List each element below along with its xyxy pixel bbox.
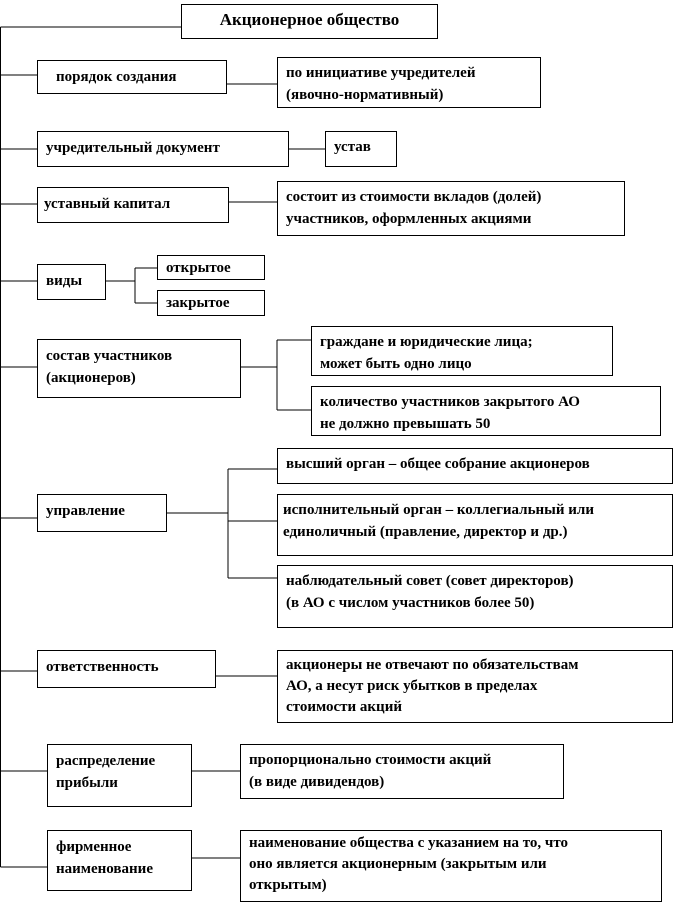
category-company-name: фирменное наименование xyxy=(47,830,192,891)
detail-charter-capital: состоит из стоимости вкладов (долей) участников, оформленных акциями xyxy=(277,181,625,236)
category-participants: состав участников (акционеров) xyxy=(37,339,241,398)
category-management: управление xyxy=(37,494,167,532)
detail-liability: акционеры не отвечают по обязательствам АО, а несут риск убытков в пределах стоимости акций xyxy=(277,650,673,723)
category-profit-distribution: распределение прибыли xyxy=(47,744,192,807)
detail-profit-distribution: пропорционально стоимости акций (в виде дивидендов) xyxy=(240,744,564,799)
category-charter-capital: уставный капитал xyxy=(37,187,229,223)
detail-type-closed: закрытое xyxy=(157,290,265,316)
diagram-title: Акционерное общество xyxy=(181,4,438,39)
category-founding-document: учредительный документ xyxy=(37,131,289,167)
detail-founding-document: устав xyxy=(325,131,397,167)
category-types: виды xyxy=(37,264,106,300)
detail-management-supreme: высший орган – общее собрание акционеров xyxy=(277,448,673,484)
detail-participants-persons: граждане и юридические лица; может быть одно лицо xyxy=(311,326,613,376)
detail-management-executive: исполнительный орган – коллегиальный или единоличный (правление, директор и др.) xyxy=(277,494,673,556)
category-liability: ответственность xyxy=(37,650,216,688)
detail-participants-limit: количество участников закрытого АО не должно превышать 50 xyxy=(311,386,661,436)
detail-management-board: наблюдательный совет (совет директоров) (в АО с числом участников более 50) xyxy=(277,565,673,628)
category-formation-order: порядок создания xyxy=(37,60,227,94)
detail-type-open: открытое xyxy=(157,255,265,280)
detail-company-name: наименование общества с указанием на то, что оно является акционерным (закрытым или открытым) xyxy=(240,830,662,902)
detail-formation-order: по инициативе учредителей (явочно-нормативный) xyxy=(277,57,541,108)
